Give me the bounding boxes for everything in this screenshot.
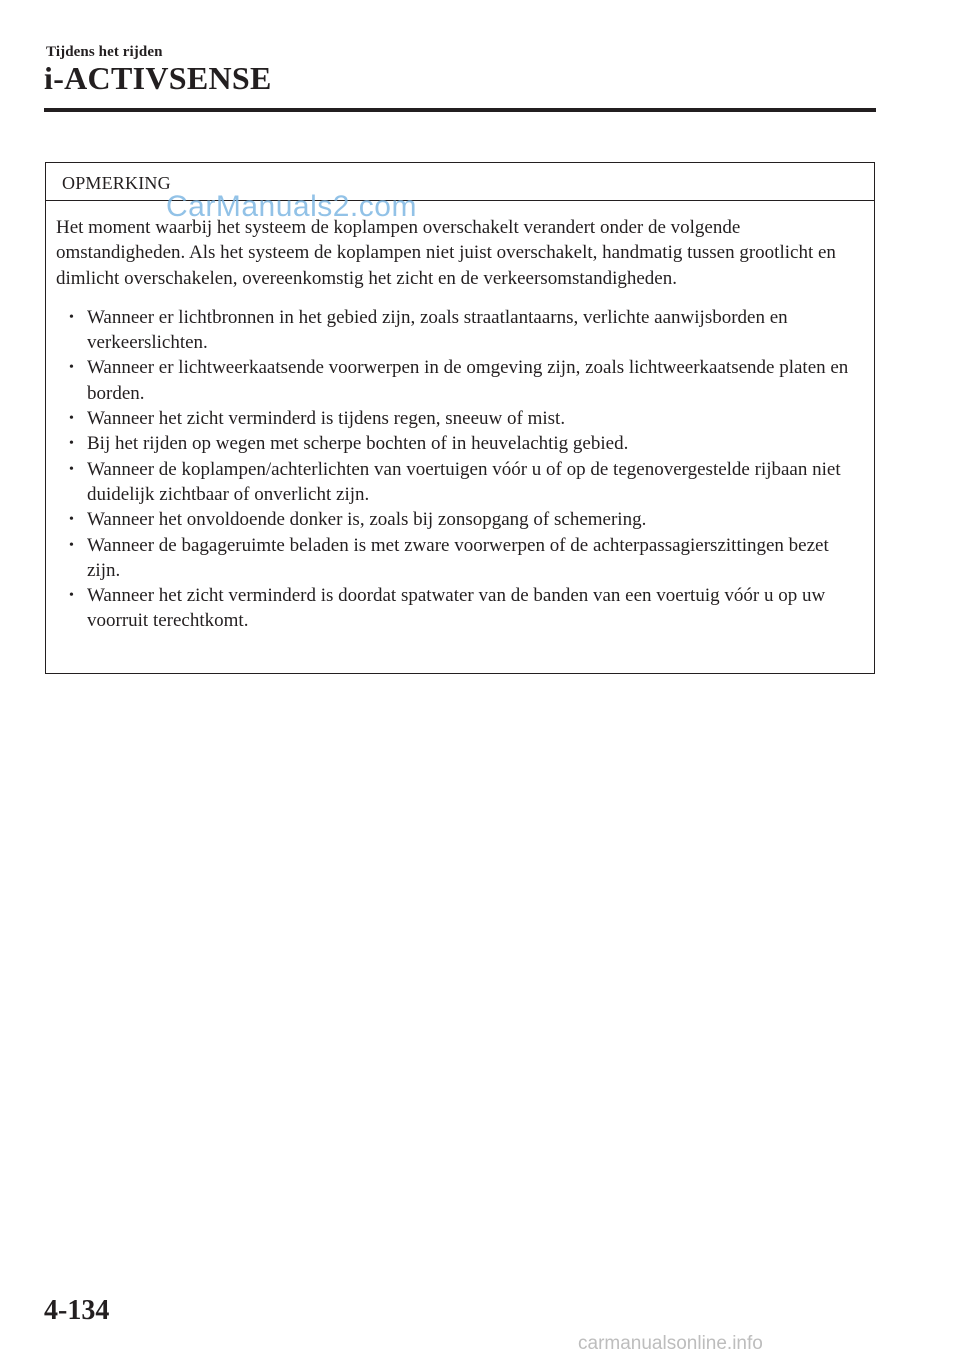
list-item-text: Wanneer de bagageruimte beladen is met zware voorwerpen of de achterpassagierszittingen bezet zijn. [87,534,829,581]
page-number: 4-134 [44,1295,110,1326]
list-item [56,305,864,356]
list-item-text: Wanneer er lichtweerkaatsende voorwerpen in de omgeving zijn, zoals lichtweerkaatsende platen en borden. [87,357,849,404]
bullet-icon: • [69,588,74,604]
note-box [45,162,875,674]
bullet-icon: • [69,309,74,325]
note-heading: OPMERKING [46,163,874,201]
bullet-icon: • [69,411,74,427]
list-item-text: Wanneer de koplampen/achterlichten van voertuigen vóór u of op de tegenovergestelde rijbaan niet duidelijk zichtbaar of onverlicht zijn. [87,458,841,505]
list-item [56,533,864,584]
bullet-icon: • [69,360,74,376]
note-intro: Het moment waarbij het systeem de koplampen overschakelt verandert onder de volgende omstandigheden. Als het systeem de koplampen niet juist overschakelt, handmatig tussen grootlicht en dimlicht overschakelen, overeenkomstig het zicht en de verkeersomstandigheden. [56,217,836,289]
list-item-text: Wanneer het onvoldoende donker is, zoals bij zonsopgang of schemering. [87,509,647,531]
bullet-icon: • [69,537,74,553]
note-list [56,305,864,634]
list-item [56,583,864,634]
list-item [56,431,864,456]
header-divider [44,108,876,112]
list-item [56,457,864,508]
list-item [56,406,864,431]
list-item [56,355,864,406]
footer-watermark[interactable]: carmanualsonline.info [578,1333,763,1354]
section-label: Tijdens het rijden [46,44,163,60]
list-item-text: Wanneer er lichtbronnen in het gebied zijn, zoals straatlantaarns, verlichte aanwijsborden en verkeerslichten. [87,306,788,354]
bullet-icon: • [69,461,74,477]
list-item-text: Wanneer het zicht verminderd is doordat spatwater van de banden van een voertuig vóór u op uw voorruit terechtkomt. [87,585,826,632]
bullet-icon: • [69,512,74,528]
watermark-logo: CarManuals2.com [166,190,417,223]
bullet-icon: • [69,436,74,452]
list-item-text: Wanneer het zicht verminderd is tijdens regen, sneeuw of mist. [87,408,566,430]
note-body [46,201,874,634]
list-item [56,507,864,532]
chapter-title: i-ACTIVSENSE [44,60,272,96]
list-item-text: Bij het rijden op wegen met scherpe bochten of in heuvelachtig gebied. [87,433,629,455]
